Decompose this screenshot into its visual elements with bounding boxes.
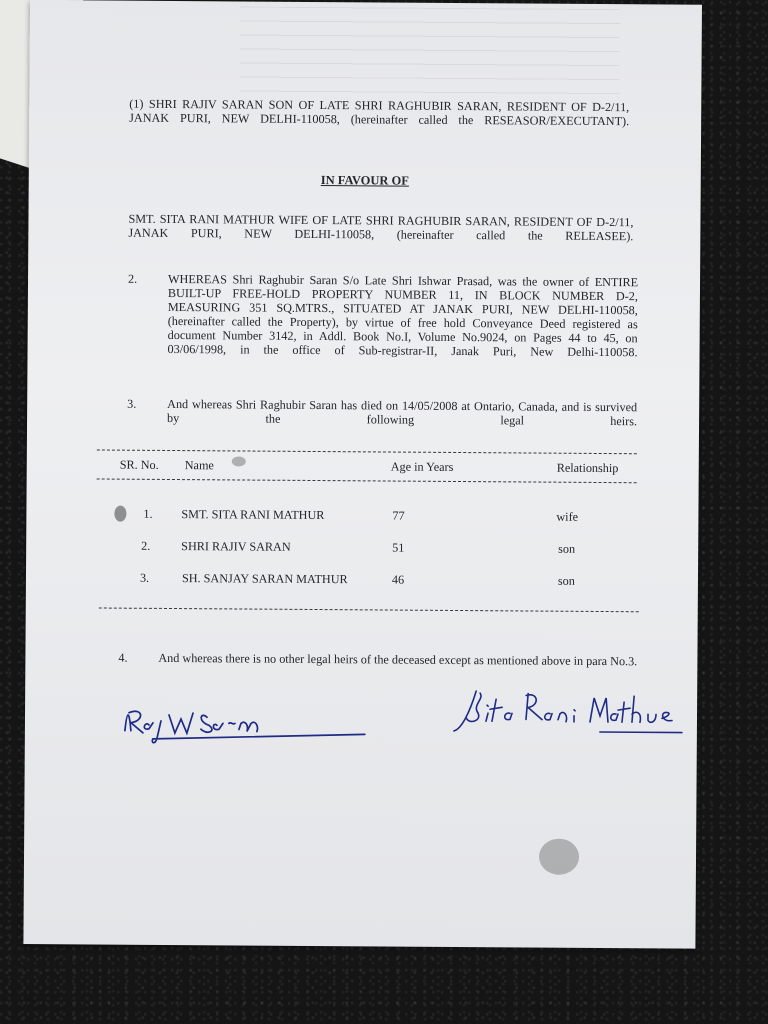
heir-age: 46 (391, 572, 405, 587)
clause-3-text: And whereas Shri Raghubir Saran has died on 14/05/2008 at Ontario, Canada, and is survived by the following legal heirs. (167, 396, 638, 429)
heir-relationship: son (557, 573, 575, 588)
ink-smudge (232, 456, 246, 466)
table-header-rule (97, 478, 637, 483)
heir-age: 77 (392, 508, 405, 523)
header-srno: SR. No. (119, 457, 159, 472)
clause-4-number: 4. (118, 650, 128, 665)
header-age: Age in Years (390, 459, 454, 474)
header-name: Name (184, 458, 214, 473)
heir-name: SMT. SITA RANI MATHUR (181, 507, 325, 523)
heir-age: 51 (392, 540, 405, 555)
ink-smudge (114, 506, 126, 522)
heir-name: SH. SANJAY SARAN MATHUR (181, 571, 348, 587)
header-relationship: Relationship (556, 460, 619, 476)
clause-3-number: 3. (127, 396, 137, 411)
heir-relationship: son (558, 541, 576, 556)
clause-2-text: WHEREAS Shri Raghubir Saran S/o Late Shri Ishwar Prasad, was the owner of ENTIRE BUILT-UP FREE-HOLD PROPERTY NUMBER 11, IN BLOCK NUMBER D-2, MEASURING 351 SQ.MTRS., SITUATED AT JANAK PURI, NEW DELHI-110058, (hereinafter called the Property), by virtue of free hold Conveyance Deed registered as document Number 3142, in Addl. Book No.I, Volume No.9024, on Pages 44 to 45, on 03/06/1998, in the office of Sub-registrar-II, Janak Puri, New Delhi-110058. (167, 271, 639, 360)
table-top-rule (97, 449, 637, 454)
in-favour-heading: IN FAVOUR OF (320, 173, 409, 188)
row-number: 1. (143, 506, 153, 521)
row-number: 2. (141, 538, 151, 553)
party-releasee-paragraph: SMT. SITA RANI MATHUR WIFE OF LATE SHRI RAGHUBIR SARAN, RESIDENT OF D-2/11, JANAK PURI, NEW DELHI-110058, (hereinafter called the RELEASEE). (128, 211, 634, 244)
row-number: 3. (139, 570, 150, 585)
clause-4-text: And whereas there is no other legal heirs of the deceased except as mentioned above in para No.3. (158, 650, 638, 669)
signature-sita-rani-mathur (450, 681, 700, 753)
signature-rajiv-saran (117, 691, 367, 763)
heir-relationship: wife (556, 509, 579, 524)
table-bottom-rule (99, 607, 639, 612)
document-page (23, 0, 702, 949)
bleed-through-table (239, 6, 620, 99)
ink-smudge (539, 839, 579, 875)
party-releasor-paragraph: (1) SHRI RAJIV SARAN SON OF LATE SHRI RAGHUBIR SARAN, RESIDENT OF D-2/11, JANAK PURI, NEW DELHI-110058, (hereinafter called the RESEASOR/EXECUTANT). (129, 96, 630, 129)
heir-name: SHRI RAJIV SARAN (181, 539, 291, 554)
clause-2-number: 2. (128, 271, 138, 286)
